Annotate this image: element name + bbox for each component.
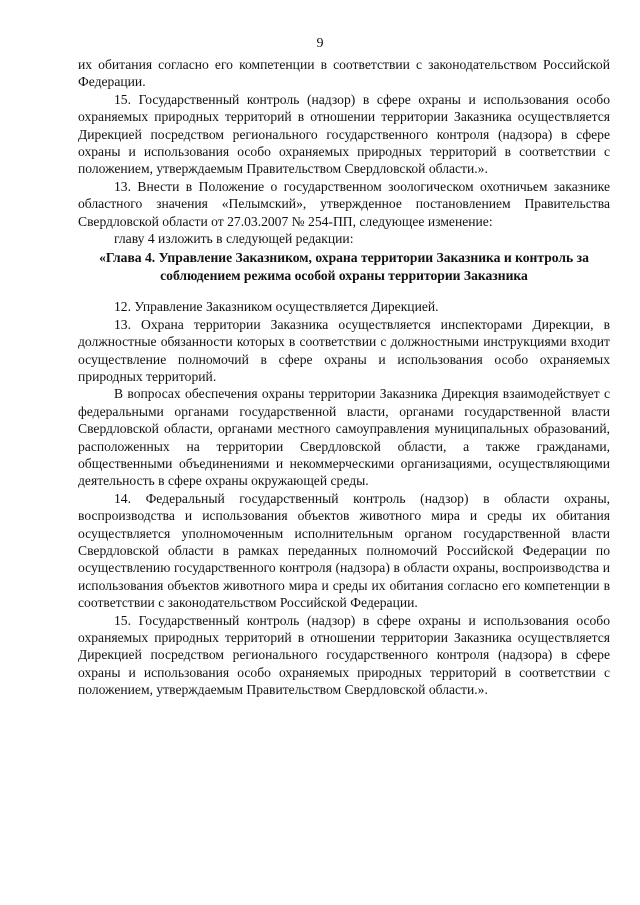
paragraph-item-15-final: 15. Государственный контроль (надзор) в сфере охраны и использования особо охраняемых природных территорий в отношении территории Заказника осуществляется Дирекцией посредством регионального государственного контроля (надзора) в сфере охраны и использования особо охраняемых природных территорий в соответствии с положением, утверждаемым Правительством Свердловской области.». <box>78 612 610 698</box>
paragraph-item-12: 12. Управление Заказником осуществляется Дирекцией. <box>114 299 439 315</box>
paragraph-item-13-amendment: 13. Внести в Положение о государственном зоологическом охотничьем заказнике областного значения «Пелымский», утвержденное постановлением Правительства Свердловской области от 27.03.2007 № 254-ПП, следующее изменение: <box>78 178 610 229</box>
paragraph-cooperation: В вопросах обеспечения охраны территории Заказника Дирекция взаимодействует с федеральными органами государственной власти, органами государственной власти Свердловской области, органами местного самоуправления муниципальных образований, расположенных на территории Свердловской области, а также гражданами, общественными объединениями и некоммерческими организациями, осуществляющими деятельность в сфере охраны окружающей среды. <box>78 386 610 489</box>
document-body <box>78 56 610 699</box>
paragraph-continuation: их обитания согласно его компетенции в соответствии с законодательством Российской Федерации. <box>78 57 610 90</box>
paragraph-item-15: 15. Государственный контроль (надзор) в сфере охраны и использования особо охраняемых природных территорий в отношении территории Заказника осуществляется Дирекцией посредством регионального государственного контроля (надзора) в сфере охраны и использования особо охраняемых природных территорий в соответствии с положением, утверждаемым Правительством Свердловской области.». <box>78 91 610 177</box>
paragraph-item-13: 13. Охрана территории Заказника осуществляется инспекторами Дирекции, в должностные обязанности которых в соответствии с должностными инструкциями входит осуществление полномочий в сфере охраны и использования особо охраняемых природных территорий. <box>78 316 610 384</box>
paragraph-item-14: 14. Федеральный государственный контроль (надзор) в области охраны, воспроизводства и использования объектов животного мира и среды их обитания осуществляется уполномоченным исполнительным органом государственной власти Свердловской области в рамках переданных полномочий Российской Федерации по осуществлению государственного контроля (надзора) в области охраны, воспроизводства и использования объектов животного мира и среды их обитания согласно его компетенции в соответствии с законодательством Российской Федерации. <box>78 490 610 611</box>
chapter-heading: «Глава 4. Управление Заказником, охрана территории Заказника и контроль за соблюдением режима особой охраны территории Заказника <box>99 250 589 283</box>
page-number: 9 <box>316 36 324 51</box>
paragraph-instruction: главу 4 изложить в следующей редакции: <box>114 231 354 247</box>
spacer <box>78 284 610 298</box>
